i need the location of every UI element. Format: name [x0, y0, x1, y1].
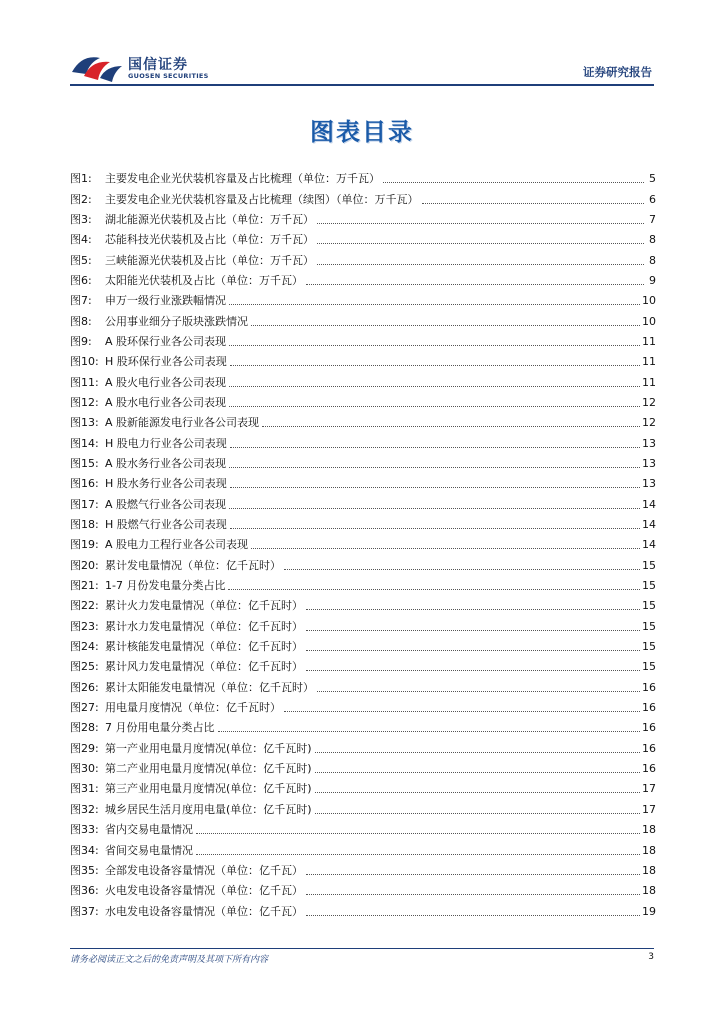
- toc-page-number: 17: [642, 782, 656, 796]
- header-divider: [70, 84, 654, 86]
- toc-figure-number: 图20:: [70, 558, 99, 572]
- toc-figure-title: A 股新能源发电行业各公司表现: [105, 416, 260, 430]
- toc-figure-title: 累计太阳能发电量情况（单位：亿千瓦时）: [105, 680, 314, 694]
- toc-figure-title: A 股电力工程行业各公司表现: [105, 538, 249, 552]
- page-number: 3: [648, 952, 654, 962]
- toc-entry[interactable]: [70, 433, 656, 453]
- toc-figure-number: 图31:: [70, 782, 99, 796]
- toc-figure-number: 图7:: [70, 294, 92, 308]
- toc-figure-number: 图13:: [70, 416, 99, 430]
- toc-page-number: 15: [642, 619, 656, 633]
- toc-page-number: 14: [642, 538, 656, 552]
- toc-figure-title: 省内交易电量情况: [105, 823, 193, 837]
- toc-entry[interactable]: [70, 535, 656, 555]
- company-logo: [70, 52, 210, 84]
- report-type-label: 证券研究报告: [583, 65, 652, 79]
- toc-figure-number: 图32:: [70, 802, 99, 816]
- toc-dot-leader: [284, 710, 640, 712]
- toc-figure-number: 图3:: [70, 212, 92, 226]
- toc-figure-number: 图8:: [70, 314, 92, 328]
- toc-figure-title: 申万一级行业涨跌幅情况: [105, 294, 226, 308]
- toc-page-number: 18: [642, 843, 656, 857]
- toc-figure-number: 图30:: [70, 762, 99, 776]
- toc-figure-title: 第一产业用电量月度情况(单位：亿千瓦时): [105, 741, 312, 755]
- toc-entry[interactable]: [70, 352, 656, 372]
- toc-figure-number: 图34:: [70, 843, 99, 857]
- toc-figure-number: 图4:: [70, 233, 92, 247]
- toc-figure-number: 图17:: [70, 497, 99, 511]
- toc-figure-title: H 股燃气行业各公司表现: [105, 518, 227, 532]
- toc-page-number: 6: [649, 192, 656, 206]
- toc-figure-title: 累计风力发电量情况（单位：亿千瓦时）: [105, 660, 303, 674]
- toc-dot-leader: [383, 181, 644, 183]
- toc-figure-title: 累计火力发电量情况（单位：亿千瓦时）: [105, 599, 303, 613]
- toc-figure-title: A 股水务行业各公司表现: [105, 456, 227, 470]
- toc-dot-leader: [306, 649, 640, 651]
- toc-page-number: 15: [642, 579, 656, 593]
- toc-figure-title: A 股水电行业各公司表现: [105, 395, 227, 409]
- toc-entry[interactable]: [70, 698, 656, 718]
- toc-dot-leader: [317, 690, 640, 692]
- toc-figure-number: 图25:: [70, 660, 99, 674]
- toc-figure-number: 图27:: [70, 701, 99, 715]
- logo-name-cn: 国信证券: [128, 57, 188, 73]
- toc-figure-title: 湖北能源光伏装机及占比（单位：万千瓦）: [105, 212, 314, 226]
- logo-name-en: GUOSEN SECURITIES: [128, 72, 209, 80]
- toc-page-number: 13: [642, 456, 656, 470]
- toc-dot-leader: [317, 263, 644, 265]
- toc-dot-leader: [315, 771, 640, 773]
- toc-figure-number: 图11:: [70, 375, 99, 389]
- toc-figure-title: 7 月份用电量分类占比: [105, 721, 215, 735]
- toc-figure-number: 图16:: [70, 477, 99, 491]
- toc-page-number: 17: [642, 802, 656, 816]
- toc-dot-leader: [317, 222, 644, 224]
- toc-entry[interactable]: [70, 800, 656, 820]
- toc-entry[interactable]: [70, 596, 656, 616]
- toc-figure-number: 图29:: [70, 741, 99, 755]
- toc-entry[interactable]: [70, 291, 656, 311]
- toc-dot-leader: [230, 364, 640, 366]
- footer-disclaimer: 请务必阅读正文之后的免责声明及其项下所有内容: [70, 955, 269, 965]
- toc-page-number: 8: [649, 233, 656, 247]
- toc-dot-leader: [229, 385, 640, 387]
- toc-entry[interactable]: [70, 820, 656, 840]
- toc-page-number: 9: [649, 273, 656, 287]
- toc-page-number: 14: [642, 497, 656, 511]
- toc-dot-leader: [251, 324, 640, 326]
- toc-entry[interactable]: [70, 495, 656, 515]
- toc-figure-title: 公用事业细分子版块涨跌情况: [105, 314, 248, 328]
- toc-page-number: 15: [642, 660, 656, 674]
- toc-entry[interactable]: [70, 250, 656, 270]
- toc-figure-title: 第二产业用电量月度情况(单位：亿千瓦时): [105, 762, 312, 776]
- toc-figure-title: 第三产业用电量月度情况(单位：亿千瓦时): [105, 782, 312, 796]
- toc-dot-leader: [306, 669, 640, 671]
- toc-dot-leader: [230, 446, 640, 448]
- toc-figure-title: 1-7 月份发电量分类占比: [105, 579, 226, 593]
- toc-figure-number: 图19:: [70, 538, 99, 552]
- toc-dot-leader: [229, 466, 640, 468]
- toc-entry[interactable]: [70, 779, 656, 799]
- toc-entry[interactable]: [70, 393, 656, 413]
- toc-page-number: 15: [642, 599, 656, 613]
- toc-dot-leader: [306, 873, 640, 875]
- toc-dot-leader: [306, 629, 640, 631]
- toc-dot-leader: [228, 588, 640, 590]
- toc-page-number: 15: [642, 640, 656, 654]
- toc-entry[interactable]: [70, 840, 656, 860]
- toc-page-number: 16: [642, 701, 656, 715]
- toc-entry[interactable]: [70, 210, 656, 230]
- toc-page-number: 18: [642, 884, 656, 898]
- toc-entry[interactable]: [70, 637, 656, 657]
- toc-figure-title: 三峡能源光伏装机及占比（单位：万千瓦）: [105, 253, 314, 267]
- toc-entry[interactable]: [70, 861, 656, 881]
- toc-figure-title: 累计核能发电量情况（单位：亿千瓦时）: [105, 640, 303, 654]
- toc-figure-number: 图26:: [70, 680, 99, 694]
- toc-figure-title: A 股环保行业各公司表现: [105, 334, 227, 348]
- toc-figure-number: 图23:: [70, 619, 99, 633]
- toc-dot-leader: [306, 608, 640, 610]
- toc-dot-leader: [262, 425, 640, 427]
- toc-dot-leader: [229, 303, 640, 305]
- toc-entry[interactable]: [70, 901, 656, 921]
- page-title: 图表目录: [310, 118, 414, 146]
- toc-figure-number: 图36:: [70, 884, 99, 898]
- toc-entry[interactable]: [70, 413, 656, 433]
- toc-figure-title: 主要发电企业光伏装机容量及占比梳理（续图）（单位：万千瓦）: [105, 192, 419, 206]
- toc-page-number: 5: [649, 172, 656, 186]
- toc-page-number: 11: [642, 334, 656, 348]
- toc-figure-title: H 股环保行业各公司表现: [105, 355, 227, 369]
- toc-figure-number: 图2:: [70, 192, 92, 206]
- toc-page-number: 16: [642, 741, 656, 755]
- toc-entry[interactable]: [70, 372, 656, 392]
- toc-page-number: 13: [642, 477, 656, 491]
- toc-page-number: 7: [649, 212, 656, 226]
- toc-dot-leader: [196, 832, 640, 834]
- toc-dot-leader: [196, 853, 640, 855]
- toc-entry[interactable]: [70, 271, 656, 291]
- toc-figure-number: 图10:: [70, 355, 99, 369]
- toc-page-number: 15: [642, 558, 656, 572]
- toc-figure-number: 图24:: [70, 640, 99, 654]
- toc-figure-number: 图33:: [70, 823, 99, 837]
- toc-figure-title: 芯能科技光伏装机及占比（单位：万千瓦）: [105, 233, 314, 247]
- toc-dot-leader: [218, 730, 641, 732]
- toc-dot-leader: [229, 405, 640, 407]
- page-header: [0, 0, 724, 90]
- toc-figure-number: 图1:: [70, 172, 92, 186]
- toc-figure-number: 图9:: [70, 334, 92, 348]
- guosen-logo-icon: [70, 52, 124, 84]
- toc-figure-title: 累计水力发电量情况（单位：亿千瓦时）: [105, 619, 303, 633]
- toc-entry[interactable]: [70, 617, 656, 637]
- toc-entry[interactable]: [70, 576, 656, 596]
- toc-page-number: 16: [642, 762, 656, 776]
- toc-figure-title: 城乡居民生活月度用电量(单位：亿千瓦时): [105, 802, 312, 816]
- toc-dot-leader: [315, 812, 640, 814]
- toc-figure-title: H 股水务行业各公司表现: [105, 477, 227, 491]
- toc-page-number: 10: [642, 314, 656, 328]
- toc-figure-number: 图21:: [70, 579, 99, 593]
- toc-figure-title: 水电发电设备容量情况（单位：亿千瓦）: [105, 904, 303, 918]
- toc-figure-number: 图35:: [70, 863, 99, 877]
- toc-figure-title: 省间交易电量情况: [105, 843, 193, 857]
- toc-dot-leader: [230, 486, 640, 488]
- toc-figure-title: 主要发电企业光伏装机容量及占比梳理（单位：万千瓦）: [105, 172, 380, 186]
- toc-entry[interactable]: [70, 311, 656, 331]
- toc-figure-title: 累计发电量情况（单位：亿千瓦时）: [105, 558, 281, 572]
- toc-figure-number: 图22:: [70, 599, 99, 613]
- toc-figure-title: A 股火电行业各公司表现: [105, 375, 227, 389]
- toc-figure-title: 太阳能光伏装机及占比（单位：万千瓦）: [105, 273, 303, 287]
- toc-figure-number: 图12:: [70, 395, 99, 409]
- toc-page-number: 16: [642, 680, 656, 694]
- toc-dot-leader: [251, 547, 640, 549]
- toc-entry[interactable]: [70, 454, 656, 474]
- toc-entry[interactable]: [70, 556, 656, 576]
- toc-entry[interactable]: [70, 718, 656, 738]
- toc-dot-leader: [306, 914, 640, 916]
- toc-figure-title: 全部发电设备容量情况（单位：亿千瓦）: [105, 863, 303, 877]
- toc-entry[interactable]: [70, 332, 656, 352]
- toc-dot-leader: [230, 527, 640, 529]
- toc-figure-title: 用电量月度情况（单位：亿千瓦时）: [105, 701, 281, 715]
- toc-page-number: 12: [642, 416, 656, 430]
- toc-entry[interactable]: [70, 515, 656, 535]
- toc-entry[interactable]: [70, 881, 656, 901]
- toc-figure-title: A 股燃气行业各公司表现: [105, 497, 227, 511]
- toc-dot-leader: [315, 791, 640, 793]
- toc-figure-number: 图15:: [70, 456, 99, 470]
- toc-entry[interactable]: [70, 189, 656, 209]
- toc-page-number: 8: [649, 253, 656, 267]
- toc-entry[interactable]: [70, 169, 656, 189]
- toc-figure-title: 火电发电设备容量情况（单位：亿千瓦）: [105, 884, 303, 898]
- toc-page-number: 19: [642, 904, 656, 918]
- toc-dot-leader: [229, 344, 640, 346]
- toc-figure-title: H 股电力行业各公司表现: [105, 436, 227, 450]
- toc-page-number: 12: [642, 395, 656, 409]
- toc-page-number: 18: [642, 823, 656, 837]
- toc-dot-leader: [229, 507, 640, 509]
- toc-figure-number: 图28:: [70, 721, 99, 735]
- toc-entry[interactable]: [70, 474, 656, 494]
- toc-dot-leader: [306, 283, 644, 285]
- toc-page-number: 18: [642, 863, 656, 877]
- toc-figure-number: 图5:: [70, 253, 92, 267]
- footer-divider: [70, 948, 654, 949]
- toc-page-number: 13: [642, 436, 656, 450]
- toc-entry[interactable]: [70, 739, 656, 759]
- toc-figure-number: 图18:: [70, 518, 99, 532]
- toc-page-number: 11: [642, 355, 656, 369]
- toc-figure-number: 图6:: [70, 273, 92, 287]
- toc-dot-leader: [306, 893, 640, 895]
- toc-page-number: 14: [642, 518, 656, 532]
- toc-entry[interactable]: [70, 657, 656, 677]
- toc-figure-number: 图14:: [70, 436, 99, 450]
- toc-dot-leader: [315, 751, 640, 753]
- figure-table-of-contents: [70, 169, 656, 922]
- toc-dot-leader: [422, 202, 645, 204]
- toc-entry[interactable]: [70, 230, 656, 250]
- toc-figure-number: 图37:: [70, 904, 99, 918]
- toc-page-number: 11: [642, 375, 656, 389]
- toc-dot-leader: [284, 568, 640, 570]
- toc-entry[interactable]: [70, 678, 656, 698]
- toc-page-number: 10: [642, 294, 656, 308]
- toc-dot-leader: [317, 242, 644, 244]
- toc-entry[interactable]: [70, 759, 656, 779]
- toc-page-number: 16: [642, 721, 656, 735]
